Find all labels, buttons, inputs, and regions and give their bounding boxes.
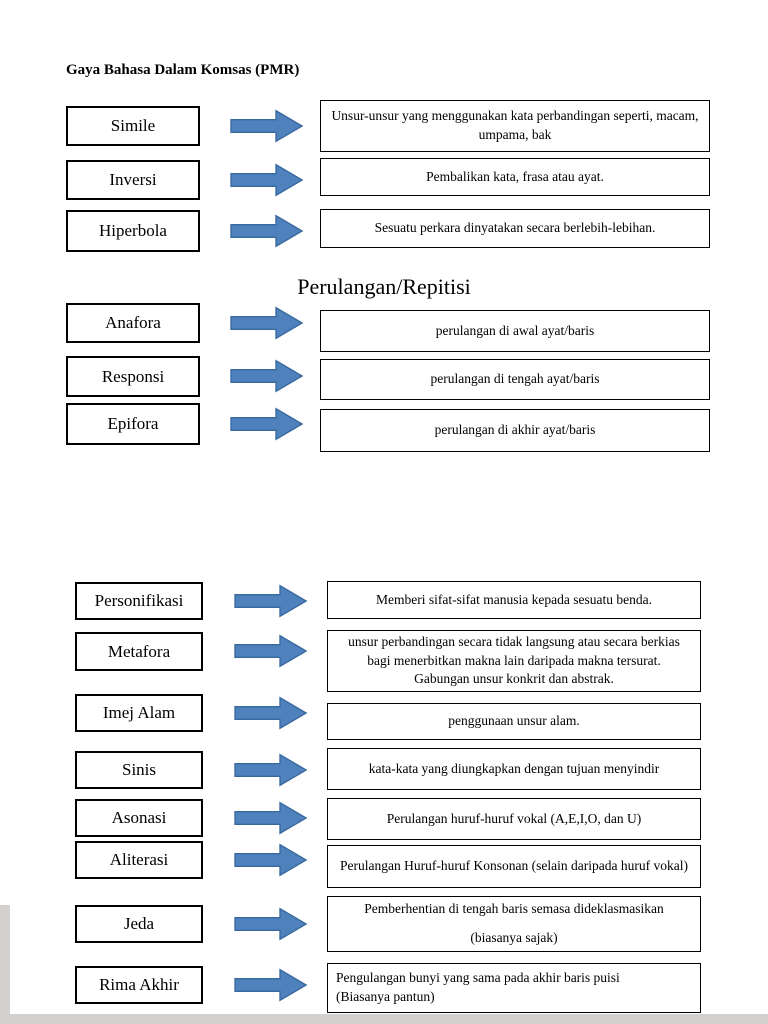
definition-text: Perulangan Huruf-huruf Konsonan (selain daripada huruf vokal) [340,858,688,874]
term-label: Rima Akhir [99,975,179,994]
definition-text: penggunaan unsur alam. [448,713,580,729]
term-label: Epifora [107,414,159,433]
definition-text: Pemberhentian di tengah baris semasa dideklasmasikan [364,901,664,917]
definition-box [327,748,701,790]
right-arrow-icon [230,842,312,878]
right-arrow-icon [226,305,308,341]
definition-box [320,209,710,248]
definition-text: perulangan di tengah ayat/baris [430,371,600,387]
term-box [75,694,203,732]
right-arrow-icon [230,967,312,1003]
definition-box [327,703,701,740]
term-box [66,106,200,146]
term-label: Inversi [109,170,157,189]
term-label: Personifikasi [94,591,184,610]
definition-text: perulangan di awal ayat/baris [435,322,595,338]
term-box [66,403,200,445]
definition-box [320,359,710,400]
right-arrow-icon [226,162,308,198]
term-box [75,966,203,1004]
term-box [75,632,203,671]
term-box [75,841,203,879]
definition-box [320,310,710,352]
term-label: Simile [110,116,156,135]
definition-text: Sesuatu perkara dinyatakan secara berlebih-lebihan. [374,220,656,236]
right-arrow-icon [230,800,312,836]
term-label: Imej Alam [102,703,176,722]
term-box [75,751,203,789]
term-label: Anafora [105,313,161,332]
term-box [66,160,200,200]
term-label: Metafora [107,641,171,661]
definition-box [327,845,701,888]
definition-box [327,963,701,1013]
term-label: Jeda [123,914,155,933]
definition-box [327,798,701,840]
right-arrow-icon [226,358,308,394]
definition-box [327,896,701,952]
right-arrow-icon [226,406,308,442]
term-label: Hiperbola [99,221,167,240]
term-label: Responsi [101,366,165,386]
right-arrow-icon [230,633,312,669]
definition-text: Memberi sifat-sifat manusia kepada sesuatu benda. [376,591,652,607]
definition-text: (Biasanya pantun) [336,989,435,1004]
right-arrow-icon [226,213,308,249]
definition-box [327,630,701,692]
definition-text: Pengulangan bunyi yang sama pada akhir baris puisi [336,970,620,986]
definition-text: unsur perbandingan secara tidak langsung atau secara berkias bagi menerbitkan makna lain daripada makna tersurat. Gabungan unsur konkrit dan abstrak. [348,633,680,687]
term-box [66,356,200,397]
term-label: Asonasi [111,808,167,827]
right-arrow-icon [230,583,312,619]
term-box [75,799,203,837]
term-box [75,582,203,620]
definition-box [327,581,701,619]
definition-text: Unsur-unsur yang menggunakan kata perbandingan seperti, macam, umpama, bak [331,108,699,142]
term-box [75,905,203,943]
right-arrow-icon [230,695,312,731]
definition-box [320,100,710,152]
definition-box [320,409,710,452]
term-box [66,303,200,343]
right-arrow-icon [226,108,308,144]
viewer-background-strip [0,1014,768,1024]
section-heading: Perulangan/Repitisi [297,274,471,299]
term-label: Sinis [121,760,157,779]
term-label: Aliterasi [109,850,169,869]
definition-text: kata-kata yang diungkapkan dengan tujuan menyindir [368,760,660,776]
document-title: Gaya Bahasa Dalam Komsas (PMR) [66,62,300,78]
right-arrow-icon [230,906,312,942]
term-box [66,210,200,252]
right-arrow-icon [230,752,312,788]
definition-box [320,158,710,196]
viewer-background-strip [0,905,10,1024]
definition-text: Pembalikan kata, frasa atau ayat. [426,168,604,184]
definition-text: (biasanya sajak) [470,930,558,945]
definition-text: Perulangan huruf-huruf vokal (A,E,I,O, dan U) [386,810,642,826]
definition-text: perulangan di akhir ayat/baris [434,422,596,438]
